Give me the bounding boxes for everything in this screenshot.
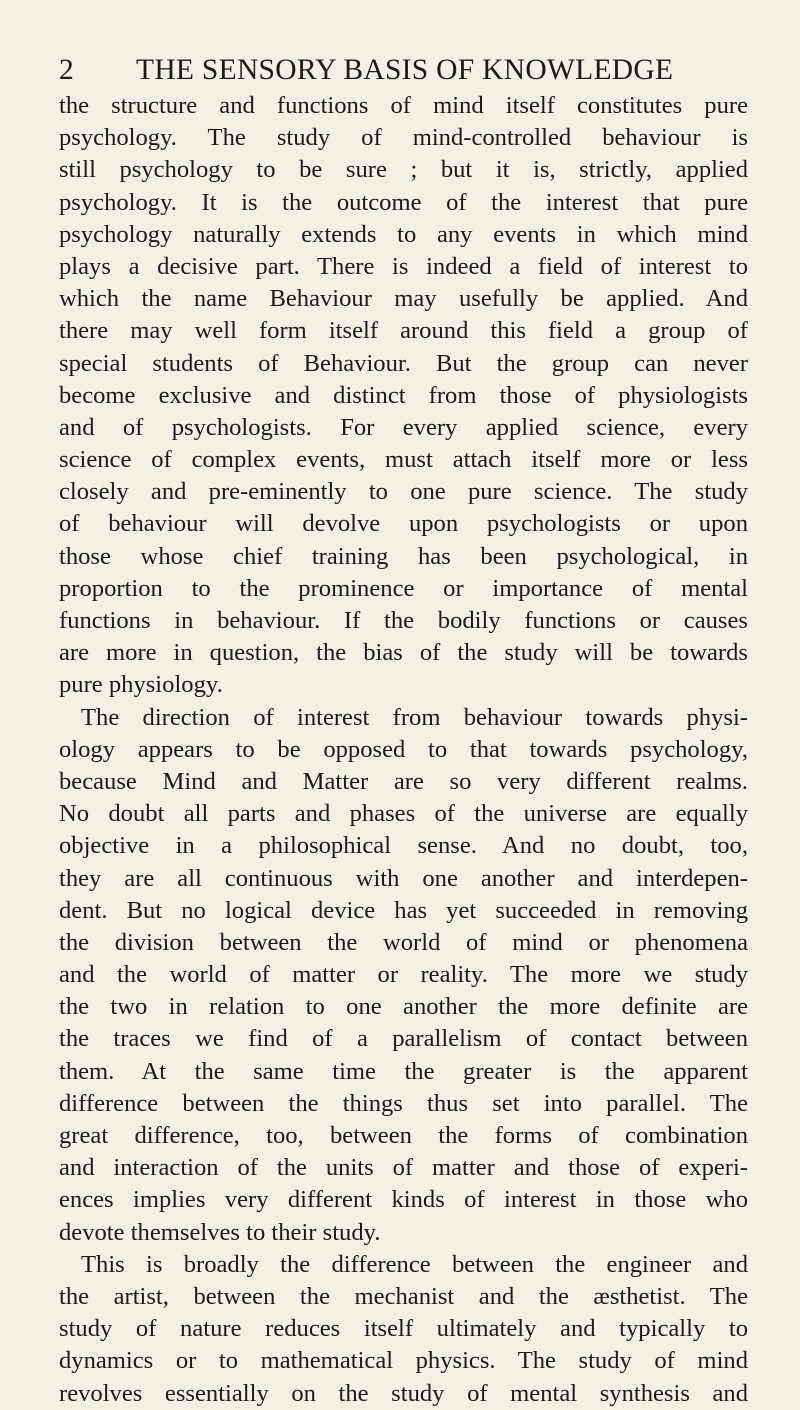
text-line: devote themselves to their study. — [59, 1218, 381, 1246]
text-line: pure physiology. — [59, 671, 223, 699]
text-line: there may well form itself around this field a group of — [59, 317, 748, 345]
text-line: dent. But no logical device has yet succeeded in removing — [59, 896, 748, 924]
text-line: still psychology to be sure ; but it is, strictly, applied — [59, 156, 748, 184]
body-text — [59, 90, 748, 1410]
text-line: ology appears to be opposed to that towards psychology, — [59, 735, 748, 763]
text-line: This is broadly the difference between the engineer and — [81, 1250, 748, 1278]
text-line: proportion to the prominence or importance of mental — [59, 574, 748, 602]
text-line: closely and pre-eminently to one pure science. The study — [59, 478, 748, 506]
text-line: the structure and functions of mind itself constitutes pure — [59, 92, 748, 119]
text-line: they are all continuous with one another and interdepen- — [59, 864, 748, 892]
text-line: those whose chief training has been psychological, in — [59, 542, 748, 570]
text-line: become exclusive and distinct from those of physiologists — [59, 381, 748, 409]
text-line: because Mind and Matter are so very different realms. — [59, 767, 748, 795]
text-line: of behaviour will devolve upon psychologists or upon — [59, 510, 748, 538]
text-line: the two in relation to one another the more definite are — [59, 993, 748, 1021]
running-head — [59, 50, 748, 90]
running-title: THE SENSORY BASIS OF KNOWLEDGE — [136, 54, 674, 86]
text-line: study of nature reduces itself ultimately and typically to — [59, 1315, 748, 1343]
text-line: them. At the same time the greater is the apparent — [59, 1057, 748, 1085]
text-line: difference between the things thus set into parallel. The — [59, 1089, 748, 1117]
text-line: special students of Behaviour. But the group can never — [59, 349, 748, 377]
text-line: and the world of matter or reality. The more we study — [59, 961, 748, 989]
text-line: psychology. It is the outcome of the interest that pure — [59, 188, 748, 216]
text-line: objective in a philosophical sense. And no doubt, too, — [59, 832, 748, 860]
text-line: psychology. The study of mind-controlled behaviour is — [59, 124, 748, 152]
text-line: No doubt all parts and phases of the universe are equally — [59, 800, 748, 828]
text-line: which the name Behaviour may usefully be applied. And — [59, 285, 748, 313]
text-line: the traces we find of a parallelism of contact between — [59, 1025, 748, 1053]
page-number: 2 — [59, 54, 75, 86]
text-line: science of complex events, must attach itself more or less — [59, 446, 748, 474]
text-line: and interaction of the units of matter and those of experi- — [59, 1154, 748, 1182]
text-line: functions in behaviour. If the bodily functions or causes — [59, 607, 748, 634]
text-line: The direction of interest from behaviour towards physi- — [81, 703, 748, 731]
text-line: are more in question, the bias of the study will be towards — [59, 639, 748, 667]
text-line: the artist, between the mechanist and the æsthetist. The — [59, 1282, 748, 1310]
text-line: and of psychologists. For every applied science, every — [59, 413, 748, 441]
text-line: plays a decisive part. There is indeed a field of interest to — [59, 252, 748, 280]
text-line: dynamics or to mathematical physics. The study of mind — [59, 1347, 748, 1375]
text-line: the division between the world of mind or phenomena — [59, 928, 748, 956]
text-line: great difference, too, between the forms of combination — [59, 1122, 748, 1149]
text-line: psychology naturally extends to any events in which mind — [59, 220, 748, 248]
text-line: revolves essentially on the study of mental synthesis and — [59, 1379, 748, 1407]
text-line: ences implies very different kinds of interest in those who — [59, 1186, 748, 1214]
